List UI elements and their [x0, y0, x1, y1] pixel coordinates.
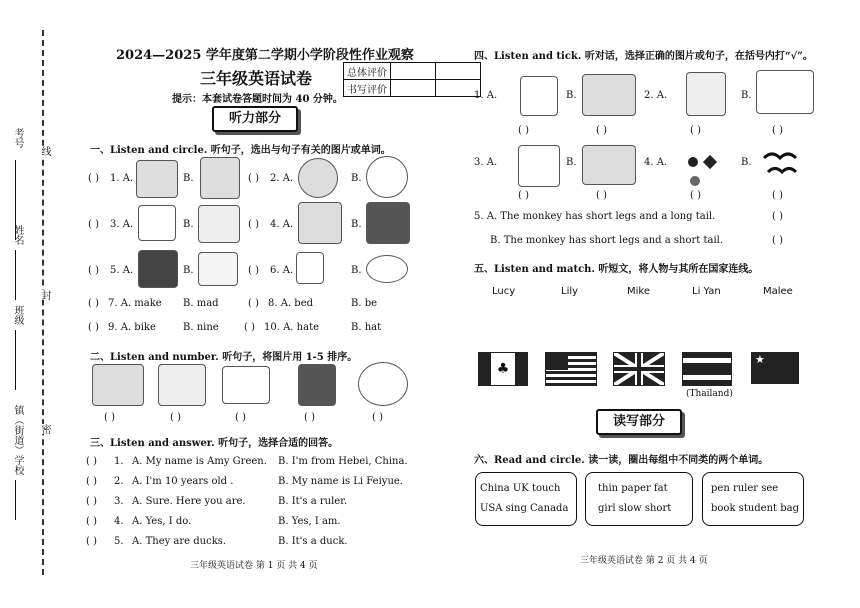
name-blank [15, 250, 16, 300]
q4-blank-4b: ( ) [772, 190, 783, 201]
q4-blank-2b: ( ) [772, 125, 783, 136]
q4-title: 四、Listen and tick. 听对话，选择正确的图片或句子，在括号内打“√”。 [474, 51, 813, 62]
nose-image [296, 252, 324, 284]
q4-5b-paren: ( ) [772, 235, 783, 246]
q3-item: ( ) 5. A. They are ducks. B. It's a duck. [86, 536, 348, 547]
q1-10-b: B. hat [351, 322, 382, 333]
q1-2-num: 2. A. [270, 173, 294, 184]
q1-8-a: 8. A. bed [268, 298, 314, 309]
footer-right: 三年级英语试卷 第 2 页 共 4 页 [580, 556, 708, 566]
q1-5-b: B. [183, 265, 194, 276]
q1-5-paren: ( ) [88, 265, 99, 276]
q1-8-paren: ( ) [248, 298, 259, 309]
q1-7-b: B. mad [183, 298, 219, 309]
rabbit-image [138, 205, 176, 241]
q3-list [86, 456, 426, 556]
q4-blank-1b: ( ) [596, 125, 607, 136]
book-image [138, 250, 178, 288]
q1-2-paren: ( ) [248, 173, 259, 184]
name-lily: Lily [561, 286, 579, 297]
class-blank [15, 330, 16, 390]
score-table [343, 62, 481, 97]
china-flag: ★ [751, 352, 799, 384]
q1-7-a: 7. A. make [108, 298, 162, 309]
word-group-3: pen ruler see book student bag [702, 472, 804, 526]
writing-paper-image [158, 364, 206, 406]
q2-title: 二、Listen and number. 听句子，将图片用 1-5 排序。 [90, 352, 358, 363]
paper-title: 2024—2025 学年度第二学期小学阶段性作业观察 [116, 48, 414, 63]
eyes-image [366, 255, 408, 283]
q1-1-b: B. [183, 173, 194, 184]
student-desk-image [582, 145, 636, 185]
dog-image [222, 366, 270, 404]
line-char: 线 [39, 146, 50, 156]
q2-blank-5: ( ) [372, 412, 383, 423]
score-writing-label: 书写评价 [344, 80, 391, 97]
q4-blank-3b: ( ) [596, 190, 607, 201]
q4-5a-paren: ( ) [772, 211, 783, 222]
school-blank [15, 480, 16, 520]
birds-image [762, 144, 808, 184]
q4-4-b: B. [741, 157, 752, 168]
q2-blank-2: ( ) [170, 412, 181, 423]
class-label: 班级 [12, 305, 23, 325]
q1-4-paren: ( ) [248, 219, 259, 230]
seal-char: 封 [39, 290, 50, 300]
q1-1-paren: ( ) [88, 173, 99, 184]
q1-8-b: B. be [351, 298, 378, 309]
q4-5b: B. The monkey has short legs and a short tail. [490, 235, 724, 246]
q1-10-a: 10. A. hate [264, 322, 319, 333]
q1-5-num: 5. A. [110, 265, 134, 276]
word-group-2: thin paper fat girl slow short [585, 472, 693, 526]
q1-3-paren: ( ) [88, 219, 99, 230]
seal-line [42, 30, 44, 575]
secret-char: 密 [39, 424, 50, 434]
name-label: 姓名 [12, 225, 23, 245]
word-group-1: China UK touch USA sing Canada [475, 472, 577, 526]
door-image [686, 72, 726, 116]
q1-3-num: 3. A. [110, 219, 134, 230]
q1-2-b: B. [351, 173, 362, 184]
reading-section-label: 读写部分 [596, 409, 682, 435]
q1-6-b: B. [351, 265, 362, 276]
couple-heart-image [366, 202, 410, 244]
shapes-image [688, 152, 728, 166]
q1-9-b: B. nine [183, 322, 219, 333]
usa-flag [545, 352, 597, 386]
uk-flag [613, 352, 665, 386]
scroll-image [198, 252, 238, 286]
dancing-kids-image [92, 364, 144, 406]
q1-10-paren: ( ) [244, 322, 255, 333]
name-malee: Malee [763, 286, 793, 297]
exam-title: 三年级英语试卷 [200, 69, 313, 88]
q1-title: 一、Listen and circle. 听句子，选出与句子有关的图片或单词。 [90, 145, 391, 156]
q4-5a: 5. A. The monkey has short legs and a long tail. [474, 211, 716, 222]
q4-2-num: 2. A. [644, 90, 668, 101]
q3-item: ( ) 1. A. My name is Amy Green. B. I'm from Hebei, China. [86, 456, 408, 467]
name-mike: Mike [627, 286, 650, 297]
q1-3-b: B. [183, 219, 194, 230]
q4-2-b: B. [741, 90, 752, 101]
q1-6-paren: ( ) [248, 265, 259, 276]
chef-image [518, 145, 560, 187]
q1-9-paren: ( ) [88, 322, 99, 333]
name-lucy: Lucy [492, 286, 516, 297]
q4-1-num: 1. A. [474, 90, 498, 101]
bridge-image [200, 157, 240, 199]
footer-left: 三年级英语试卷 第 1 页 共 4 页 [190, 561, 318, 571]
school-label: 镇（街道）学校 [12, 405, 23, 475]
q1-9-a: 9. A. bike [108, 322, 156, 333]
girl-image [358, 362, 408, 406]
kids-pointing-image [756, 70, 814, 114]
boy-drawing-image [298, 202, 342, 244]
q1-4-b: B. [351, 219, 362, 230]
q4-4-num: 4. A. [644, 157, 668, 168]
q4-1-b: B. [566, 90, 577, 101]
q3-item: ( ) 2. A. I'm 10 years old . B. My name is Li Feiyue. [86, 476, 403, 487]
q1-4-num: 4. A. [270, 219, 294, 230]
score-total-cell [391, 63, 436, 80]
q4-3-b: B. [566, 157, 577, 168]
q4-blank-2a: ( ) [690, 125, 701, 136]
listening-section-label: 听力部分 [212, 106, 298, 132]
q6-title: 六、Read and circle. 读一读，圈出每组中不同类的两个单词。 [474, 455, 769, 466]
canada-flag: ♣ [478, 352, 528, 386]
q3-title: 三、Listen and answer. 听句子，选择合适的回答。 [90, 438, 339, 449]
score-writing-cell [391, 80, 436, 97]
q4-blank-3a: ( ) [518, 190, 529, 201]
q5-title: 五、Listen and match. 听短文，将人物与其所在国家连线。 [474, 264, 759, 275]
q3-item: ( ) 4. A. Yes, I do. B. Yes, I am. [86, 516, 341, 527]
cat-image [198, 205, 240, 243]
score-total-label: 总体评价 [344, 63, 391, 80]
q4-3-num: 3. A. [474, 157, 498, 168]
girl-face-image [366, 156, 408, 198]
q1-7-paren: ( ) [88, 298, 99, 309]
time-notice: 提示：本套试卷答题时间为 40 分钟。 [172, 94, 343, 105]
boy-waving-image [520, 76, 558, 116]
q4-blank-1a: ( ) [518, 125, 529, 136]
thailand-flag [682, 352, 732, 386]
q3-item: ( ) 3. A. Sure. Here you are. B. It's a ruler. [86, 496, 348, 507]
q2-blank-1: ( ) [104, 412, 115, 423]
q1-6-num: 6. A. [270, 265, 294, 276]
name-li-yan: Li Yan [692, 286, 721, 297]
q2-blank-3: ( ) [235, 412, 246, 423]
boys-greeting-image [582, 74, 636, 116]
great-wall-image [136, 160, 178, 198]
backpack-image [298, 364, 336, 406]
q1-1-num: 1. A. [110, 173, 134, 184]
thailand-label: (Thailand) [686, 389, 733, 399]
q2-blank-4: ( ) [304, 412, 315, 423]
exam-number-label: 考号 [12, 128, 23, 148]
boy-face-image [298, 158, 338, 198]
q4-blank-4a: ( ) [690, 190, 701, 201]
